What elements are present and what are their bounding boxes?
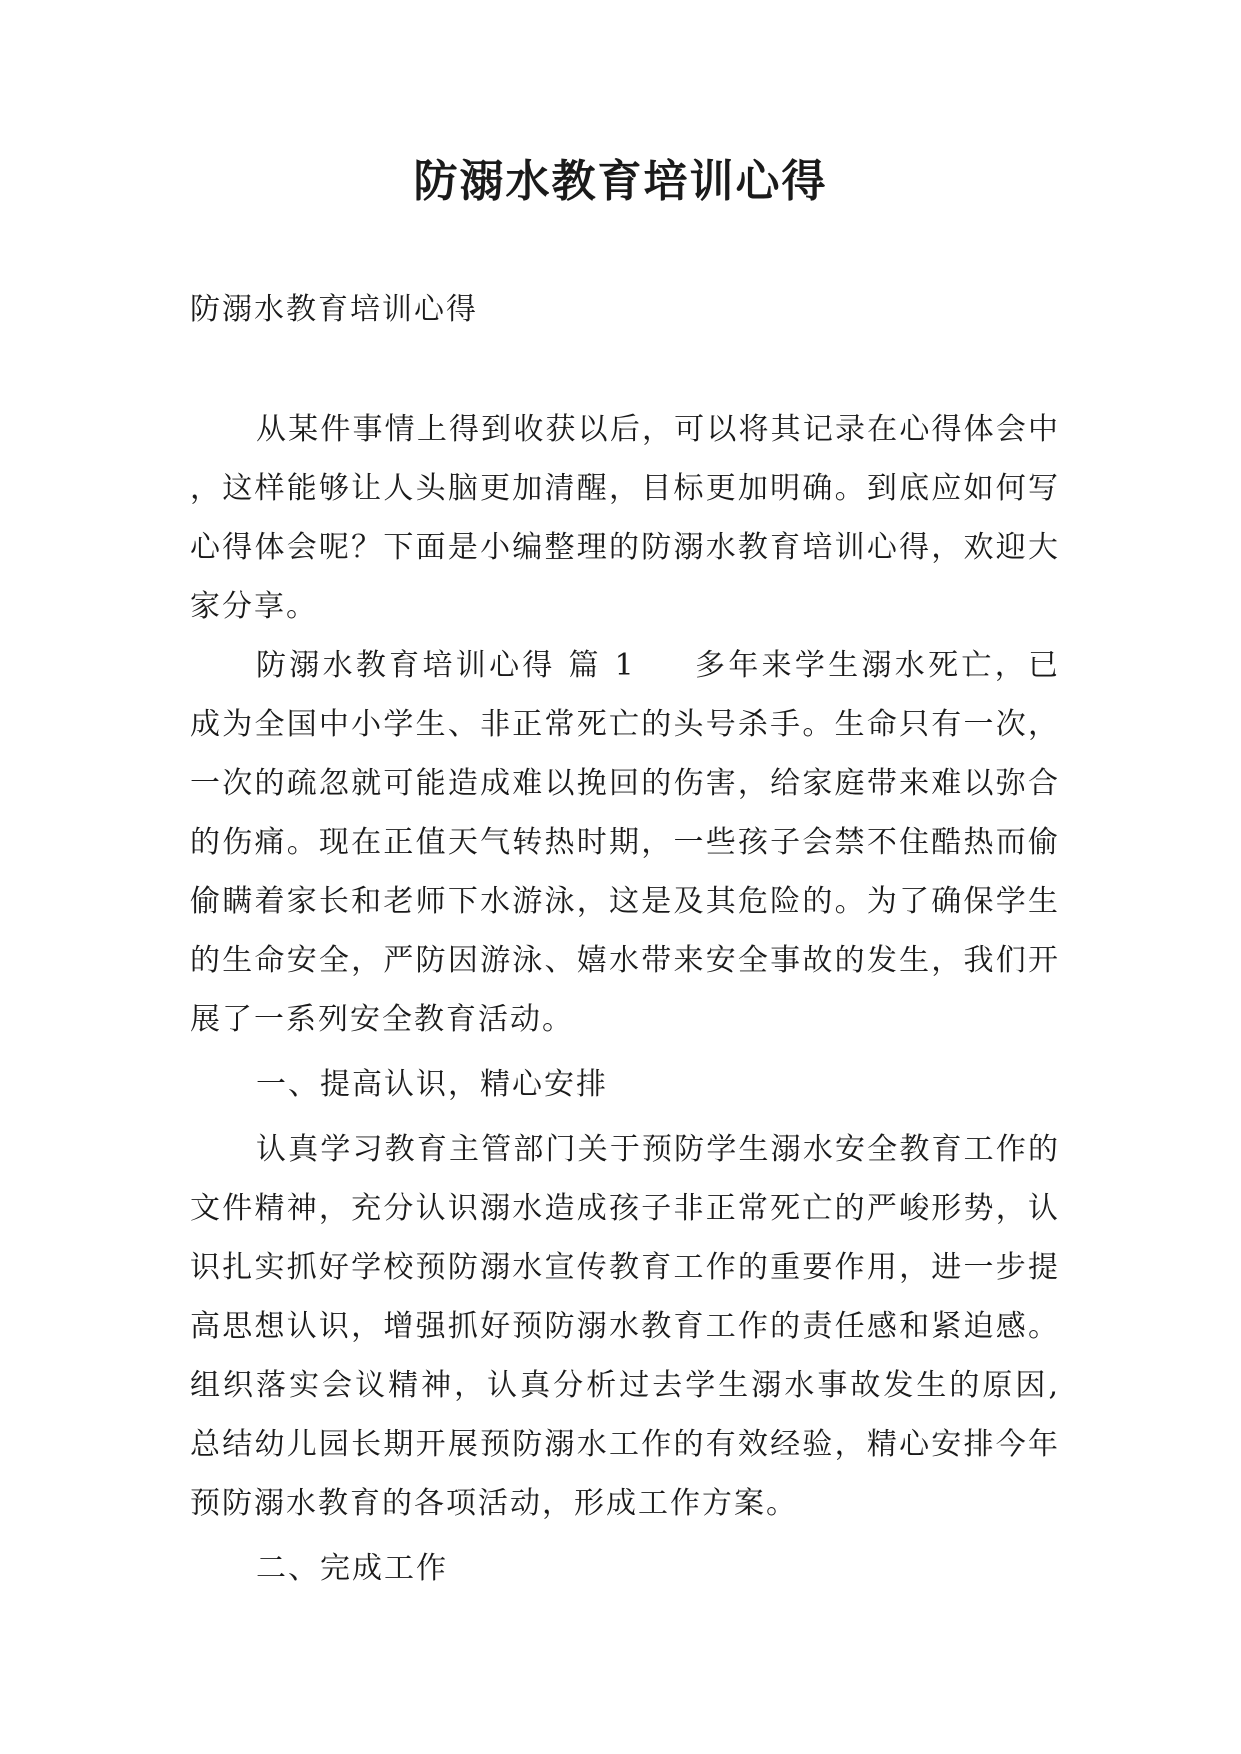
- document-body: [190, 400, 1060, 1604]
- intro-paragraph: 从某件事情上得到收获以后，可以将其记录在心得体会中，这样能够让人头脑更加清醒，目标更加明确。到底应如何写心得体会呢？下面是小编整理的防溺水教育培训心得，欢迎大家分享。: [190, 412, 1060, 624]
- part-text: 多年来学生溺水死亡，已成为全国中小学生、非正常死亡的头号杀手。生命只有一次，一次的疏忽就可能造成难以挽回的伤害，给家庭带来难以弥合的伤痛。现在正值天气转热时期，一些孩子会禁不住酷热而偷偷瞒着家长和老师下水游泳，这是及其危险的。为了确保学生的生命安全，严防因游泳、嬉水带来安全事故的发生，我们开展了一系列安全教育活动。: [190, 648, 1060, 1037]
- part-label: 防溺水教育培训心得 篇 1: [256, 648, 636, 683]
- section-1-heading: 一、提高认识，精心安排: [256, 1067, 608, 1102]
- document-subtitle: 防溺水教育培训心得: [190, 292, 478, 327]
- part-1-paragraph: [190, 636, 1060, 1049]
- section-2-heading: 二、完成工作: [256, 1551, 448, 1586]
- document-title: 防溺水教育培训心得: [413, 156, 828, 207]
- section-1-paragraph: 认真学习教育主管部门关于预防学生溺水安全教育工作的文件精神，充分认识溺水造成孩子非正常死亡的严峻形势，认识扎实抓好学校预防溺水宣传教育工作的重要作用，进一步提高思想认识，增强抓好预防溺水教育工作的责任感和紧迫感。组织落实会议精神，认真分析过去学生溺水事故发生的原因,总结幼儿园长期开展预防溺水工作的有效经验，精心安排今年预防溺水教育的各项活动，形成工作方案。: [190, 1132, 1060, 1521]
